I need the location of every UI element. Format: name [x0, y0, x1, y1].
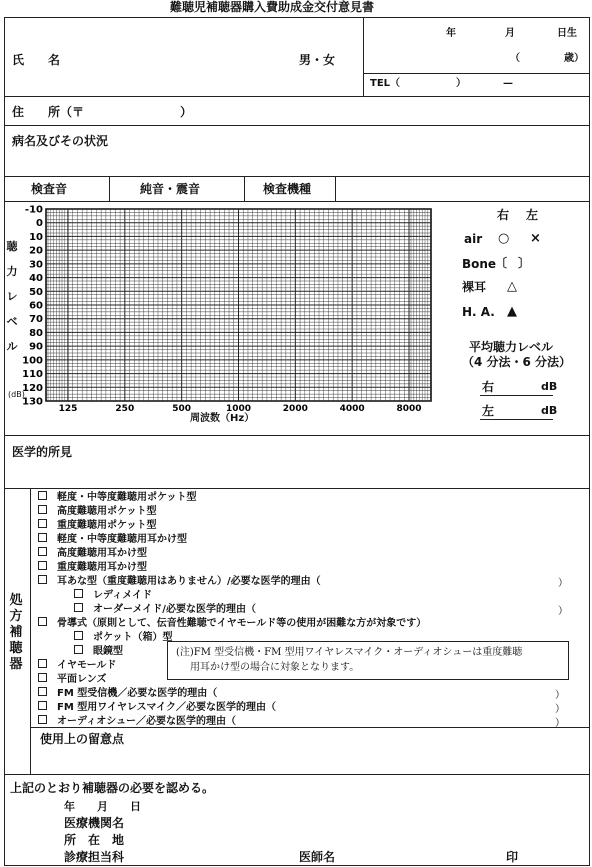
divider: [30, 488, 31, 774]
y-tick-label: 50: [29, 286, 43, 298]
medical-findings-label: 医学的所見: [12, 445, 73, 459]
item-ready-made[interactable]: [74, 587, 152, 600]
item-label: オーダーメイド/必要な医学的理由（: [93, 604, 256, 615]
close-paren: ）: [555, 704, 565, 715]
checkbox[interactable]: [38, 701, 47, 710]
legend-left-header: 左: [526, 208, 539, 222]
doctor-label: 医師名: [299, 850, 336, 864]
divider: [30, 727, 590, 728]
checkbox[interactable]: [38, 575, 47, 584]
y-tick-label: 120: [22, 382, 43, 394]
checkbox[interactable]: [38, 561, 47, 570]
db-unit: (dB): [8, 390, 25, 399]
x-tick-label: 4000: [339, 404, 365, 414]
name-label: 氏 名: [12, 53, 61, 67]
fm-note-line1: (注)FM 型受信機・FM 型用ワイヤレスマイク・オーディオシューは重度難聴: [176, 647, 523, 658]
medical-findings-field[interactable]: [10, 462, 580, 486]
divider: [4, 435, 590, 436]
bare-ear-triangle-icon: △: [507, 279, 517, 294]
birth-month-label: 月: [505, 28, 515, 39]
close-paren: ）: [558, 606, 568, 617]
checkbox[interactable]: [74, 645, 83, 654]
item-label: 骨導式（原則として、伝音性難聴でイヤモールド等の使用が困難な方が対象です）: [57, 618, 427, 629]
item-label: レディメイド: [93, 590, 152, 601]
exam-sound-label: 検査音: [31, 182, 68, 196]
item-pocket-box[interactable]: [74, 629, 173, 642]
approval-statement: 上記のとおり補聴器の必要を認める。: [10, 781, 215, 795]
item-fm-receiver[interactable]: [38, 685, 217, 698]
legend-ha-label: H. A.: [462, 305, 495, 319]
birth-year-label: 年: [446, 28, 456, 39]
item-label: 高度難聴用ポケット型: [57, 506, 157, 517]
avg-method: （4 分法・6 分法）: [462, 355, 572, 369]
avg-left-unit: dB: [541, 404, 558, 417]
item-label: イヤモールド: [57, 660, 117, 671]
y-tick-label: 70: [29, 314, 43, 326]
tel-dash: —: [503, 78, 513, 89]
sex-option[interactable]: 男・女: [299, 53, 336, 67]
item-flat-lens[interactable]: [38, 671, 106, 684]
item-earmold[interactable]: [38, 657, 116, 670]
item-label: 眼鏡型: [93, 646, 123, 657]
usage-notes-label: 使用上の留意点: [40, 732, 125, 746]
item-label: 軽度・中等度難聴用耳かけ型: [57, 534, 187, 545]
y-tick-label: 80: [29, 327, 43, 339]
prescription-side-label: 処方補聴器: [9, 593, 23, 672]
checkbox[interactable]: [38, 533, 47, 542]
exam-device-label: 検査機種: [263, 182, 312, 196]
address-label: 住 所（〒 ）: [12, 105, 193, 119]
item-label: オーディオシュー／必要な医学的理由（: [57, 716, 236, 727]
item-label: 重度難聴用ポケット型: [57, 520, 157, 531]
checkbox[interactable]: [38, 519, 47, 528]
y-tick-label: -10: [24, 204, 43, 216]
item-fm-mic[interactable]: [38, 699, 276, 712]
item-label: 耳あな型（重度難聴用はありません）/必要な医学的理由（: [57, 576, 321, 587]
institution-label: 医療機関名: [64, 816, 125, 830]
ha-filled-triangle-icon: ▲: [507, 304, 517, 319]
y-tick-label: 40: [29, 273, 43, 285]
x-tick-label: 500: [172, 404, 192, 414]
diagnosis-label: 病名及びその状況: [12, 134, 109, 148]
checkbox[interactable]: [74, 631, 83, 640]
tel-label: TEL（: [370, 78, 401, 89]
x-axis-label: 周波数（Hz）: [190, 413, 255, 424]
item-label: 重度難聴用耳かけ型: [57, 562, 147, 573]
item-label: 高度難聴用耳かけ型: [57, 548, 147, 559]
checkbox[interactable]: [38, 547, 47, 556]
bone-right-bracket-icon: 〔: [495, 256, 508, 270]
x-tick-label: 125: [58, 404, 78, 414]
item-glasses[interactable]: [74, 643, 123, 656]
y-tick-label: 60: [29, 300, 43, 312]
legend-air-label: air: [464, 232, 483, 246]
tel-close: ）: [456, 78, 466, 89]
item-order-made[interactable]: [74, 601, 256, 614]
item-bone-conduction[interactable]: [38, 615, 426, 628]
close-paren: ）: [555, 718, 565, 729]
y-axis-char: 力: [6, 265, 18, 278]
x-tick-label: 8000: [396, 404, 422, 414]
approval-date: 年 月 日: [64, 800, 141, 813]
item-label: 軽度・中等度難聴用ポケット型: [57, 492, 197, 503]
legend-bare-ear-label: 裸耳: [462, 280, 487, 294]
x-tick-label: 2000: [282, 404, 308, 414]
y-tick-label: 90: [29, 341, 43, 353]
age-open: （: [510, 53, 520, 64]
checkbox[interactable]: [38, 687, 47, 696]
item-high-bte[interactable]: [38, 545, 147, 558]
y-tick-label: 0: [36, 218, 43, 230]
y-axis-char: ル: [6, 340, 18, 353]
fm-note-line2: 用耳かけ型の場合に対象となります。: [190, 662, 360, 673]
legend-bone-label: Bone: [462, 257, 497, 271]
close-paren: ）: [555, 690, 565, 701]
checkbox[interactable]: [38, 715, 47, 724]
item-label: FM 型用ワイヤレスマイク／必要な医学的理由（: [57, 702, 276, 713]
birth-day-label: 日生: [557, 28, 577, 39]
checkbox[interactable]: [38, 505, 47, 514]
age-label: 歳）: [564, 53, 584, 64]
exam-sound-value[interactable]: 純音・震音: [140, 182, 201, 196]
y-tick-label: 20: [29, 245, 43, 257]
bone-left-bracket-icon: 〕: [518, 256, 531, 270]
avg-right-underline[interactable]: [480, 395, 553, 396]
fm-note-box: [167, 641, 569, 680]
y-tick-label: 10: [29, 231, 43, 243]
legend-right-header: 右: [497, 208, 510, 222]
checkbox[interactable]: [38, 659, 47, 668]
item-mild-pocket[interactable]: [38, 489, 197, 502]
item-label: 平面レンズ: [57, 674, 107, 685]
item-label: ポケット（箱）型: [93, 632, 173, 643]
y-axis-char: 聴: [6, 240, 18, 253]
y-axis-char: ベ: [6, 315, 18, 328]
avg-left-underline[interactable]: [480, 419, 553, 420]
divider: [4, 774, 590, 775]
y-tick-label: 30: [29, 259, 43, 271]
air-left-cross-icon: ×: [530, 231, 541, 246]
x-tick-label: 1000: [225, 404, 252, 414]
item-mild-bte[interactable]: [38, 531, 187, 544]
avg-title: 平均聴力レベル: [469, 340, 554, 354]
y-axis-char: レ: [6, 290, 18, 303]
avg-right-unit: dB: [541, 380, 558, 393]
checkbox[interactable]: [38, 673, 47, 682]
avg-right-label: 右: [482, 380, 495, 394]
item-high-pocket[interactable]: [38, 503, 157, 516]
item-severe-pocket[interactable]: [38, 517, 157, 530]
y-tick-label: 100: [22, 355, 43, 367]
avg-left-label: 左: [482, 404, 495, 418]
item-label: FM 型受信機／必要な医学的理由（: [57, 688, 218, 699]
document-title: 難聴児補聴器購入費助成金交付意見書: [170, 0, 375, 14]
checkbox[interactable]: [38, 617, 47, 626]
location-label: 所 在 地: [64, 833, 125, 847]
seal-label: 印: [506, 850, 519, 864]
item-ite[interactable]: [38, 573, 321, 586]
item-audio-shoe[interactable]: [38, 713, 236, 726]
x-tick-label: 250: [115, 404, 135, 414]
checkbox[interactable]: [74, 589, 83, 598]
department-label: 診療担当科: [64, 850, 125, 864]
y-tick-label: 110: [22, 369, 43, 381]
air-right-circle-icon: ○: [498, 231, 510, 246]
item-severe-bte[interactable]: [38, 559, 147, 572]
checkbox[interactable]: [74, 603, 83, 612]
close-paren: ）: [558, 578, 568, 589]
usage-notes-field[interactable]: [36, 748, 582, 772]
checkbox[interactable]: [38, 491, 47, 500]
y-tick-label: 130: [22, 396, 43, 408]
